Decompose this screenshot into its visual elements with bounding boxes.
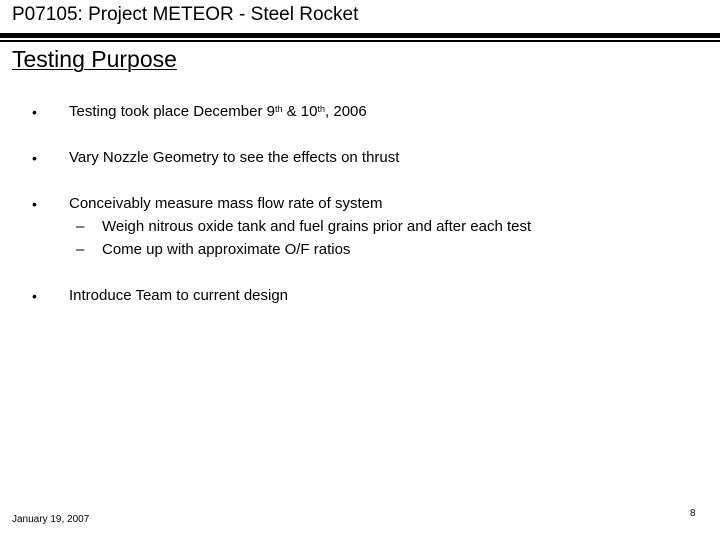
ordinal-superscript: th <box>274 104 283 114</box>
sub-bullet-text: Weigh nitrous oxide tank and fuel grains prior and after each test <box>102 218 532 235</box>
bullet-text-part: , 2006 <box>325 103 367 120</box>
header-rule-thin <box>0 40 720 42</box>
ordinal-superscript: th <box>317 104 326 114</box>
bullet-marker: • <box>32 150 37 166</box>
bullet-text <box>69 103 367 121</box>
sub-bullet-marker: – <box>76 218 85 235</box>
section-title: Testing Purpose <box>12 46 177 72</box>
footer-date: January 19, 2007 <box>12 514 90 525</box>
bullet-marker: • <box>32 196 37 212</box>
page-number: 8 <box>690 508 696 519</box>
bullet-text: Introduce Team to current design <box>69 287 289 304</box>
sub-bullet-marker: – <box>76 241 85 258</box>
bullet-text: Conceivably measure mass flow rate of system <box>69 195 383 212</box>
bullet-marker: • <box>32 104 37 120</box>
bullet-text: Vary Nozzle Geometry to see the effects on thrust <box>69 149 400 166</box>
slide-header-title: P07105: Project METEOR - Steel Rocket <box>12 4 359 25</box>
bullet-marker: • <box>32 288 37 304</box>
bullet-text-part: & 10 <box>282 103 318 120</box>
header-rule-thick <box>0 33 720 38</box>
bullet-text-part: Testing took place December 9 <box>69 103 275 120</box>
sub-bullet-text: Come up with approximate O/F ratios <box>102 241 351 258</box>
